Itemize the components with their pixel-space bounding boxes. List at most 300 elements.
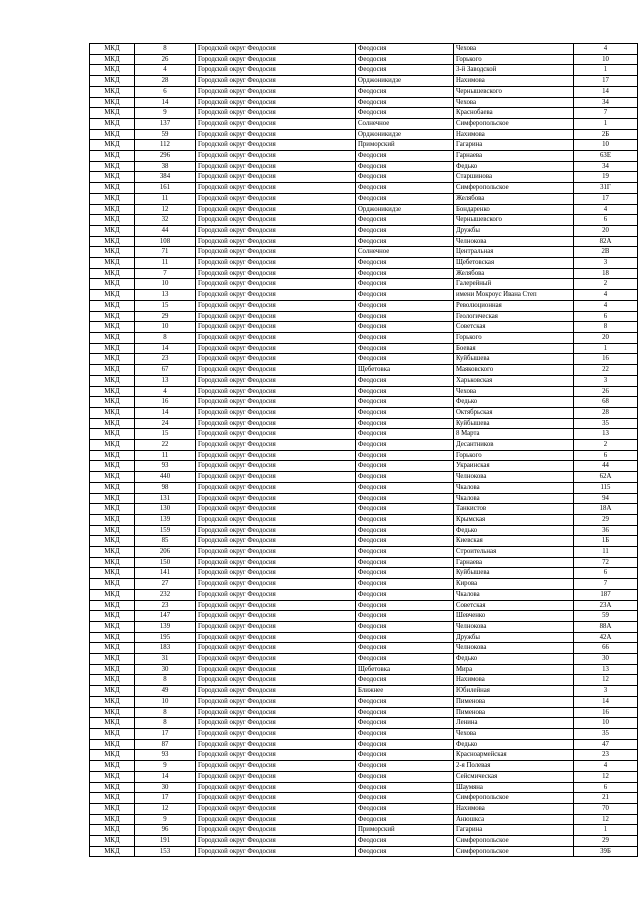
house-cell: 94 (574, 493, 638, 504)
street-cell: Нахимова (454, 675, 574, 686)
type-cell: МКД (90, 675, 135, 686)
district-cell: Городской округ Феодосия (196, 65, 356, 76)
count-cell: 9 (135, 108, 196, 119)
locality-cell: Феодосия (356, 54, 454, 65)
locality-cell: Феодосия (356, 290, 454, 301)
district-cell: Городской округ Феодосия (196, 279, 356, 290)
street-cell: Челнокова (454, 236, 574, 247)
district-cell: Городской округ Феодосия (196, 643, 356, 654)
type-cell: МКД (90, 450, 135, 461)
street-cell: Симферопольское (454, 183, 574, 194)
house-cell: 12 (574, 771, 638, 782)
house-cell: 6 (574, 450, 638, 461)
house-cell: 4 (574, 44, 638, 55)
house-cell: 10 (574, 54, 638, 65)
district-cell: Городской округ Феодосия (196, 568, 356, 579)
locality-cell: Феодосия (356, 771, 454, 782)
locality-cell: Феодосия (356, 654, 454, 665)
district-cell: Городской округ Феодосия (196, 761, 356, 772)
count-cell: 44 (135, 225, 196, 236)
street-cell: Сейсмическая (454, 771, 574, 782)
district-cell: Городской округ Феодосия (196, 97, 356, 108)
type-cell: МКД (90, 279, 135, 290)
house-cell: 29 (574, 514, 638, 525)
count-cell: 9 (135, 814, 196, 825)
district-cell: Городской округ Феодосия (196, 204, 356, 215)
type-cell: МКД (90, 611, 135, 622)
district-cell: Городской округ Феодосия (196, 504, 356, 515)
count-cell: 112 (135, 140, 196, 151)
count-cell: 10 (135, 279, 196, 290)
house-cell: 6 (574, 215, 638, 226)
locality-cell: Феодосия (356, 846, 454, 857)
locality-cell: Приморский (356, 825, 454, 836)
count-cell: 4 (135, 65, 196, 76)
table-row (90, 814, 638, 825)
district-cell: Городской округ Феодосия (196, 621, 356, 632)
house-cell: 12 (574, 814, 638, 825)
locality-cell: Феодосия (356, 525, 454, 536)
street-cell: Крымская (454, 514, 574, 525)
count-cell: 85 (135, 536, 196, 547)
locality-cell: Феодосия (356, 761, 454, 772)
count-cell: 28 (135, 76, 196, 87)
street-cell: Харьковская (454, 375, 574, 386)
count-cell: 147 (135, 611, 196, 622)
locality-cell: Феодосия (356, 311, 454, 322)
type-cell: МКД (90, 151, 135, 162)
house-cell: 3 (574, 686, 638, 697)
house-cell: 31Г (574, 183, 638, 194)
table-row (90, 161, 638, 172)
house-cell: 1 (574, 65, 638, 76)
street-cell: Боевая (454, 343, 574, 354)
house-cell: 4 (574, 761, 638, 772)
table-row (90, 825, 638, 836)
type-cell: МКД (90, 761, 135, 772)
district-cell: Городской округ Феодосия (196, 589, 356, 600)
street-cell: Анюшкса (454, 814, 574, 825)
type-cell: МКД (90, 686, 135, 697)
table-row (90, 514, 638, 525)
table-row (90, 204, 638, 215)
district-cell: Городской округ Феодосия (196, 54, 356, 65)
district-cell: Городской округ Феодосия (196, 750, 356, 761)
district-cell: Городской округ Феодосия (196, 86, 356, 97)
count-cell: 96 (135, 825, 196, 836)
table-row (90, 183, 638, 194)
table-row (90, 846, 638, 857)
table-row (90, 54, 638, 65)
district-cell: Городской округ Феодосия (196, 440, 356, 451)
count-cell: 17 (135, 729, 196, 740)
count-cell: 17 (135, 793, 196, 804)
house-cell: 16 (574, 354, 638, 365)
type-cell: МКД (90, 461, 135, 472)
type-cell: МКД (90, 118, 135, 129)
locality-cell: Феодосия (356, 183, 454, 194)
housing-table (89, 43, 638, 857)
type-cell: МКД (90, 493, 135, 504)
count-cell: 12 (135, 803, 196, 814)
type-cell: МКД (90, 557, 135, 568)
street-cell: Танкистов (454, 504, 574, 515)
street-cell: Центральная (454, 247, 574, 258)
count-cell: 14 (135, 407, 196, 418)
district-cell: Городской округ Феодосия (196, 247, 356, 258)
locality-cell: Феодосия (356, 300, 454, 311)
district-cell: Городской округ Феодосия (196, 290, 356, 301)
locality-cell: Феодосия (356, 279, 454, 290)
house-cell: 88А (574, 621, 638, 632)
district-cell: Городской округ Феодосия (196, 600, 356, 611)
house-cell: 7 (574, 108, 638, 119)
type-cell: МКД (90, 482, 135, 493)
table-row (90, 504, 638, 515)
street-cell: Юбилейная (454, 686, 574, 697)
house-cell: 3 (574, 258, 638, 269)
house-cell: 2Б (574, 129, 638, 140)
street-cell: Маяковского (454, 365, 574, 376)
locality-cell: Феодосия (356, 579, 454, 590)
house-cell: 39Б (574, 846, 638, 857)
street-cell: Симферопольское (454, 846, 574, 857)
count-cell: 24 (135, 418, 196, 429)
house-cell: 22 (574, 365, 638, 376)
count-cell: 6 (135, 86, 196, 97)
street-cell: Гарнаева (454, 151, 574, 162)
locality-cell: Феодосия (356, 354, 454, 365)
house-cell: 10 (574, 140, 638, 151)
count-cell: 11 (135, 450, 196, 461)
type-cell: МКД (90, 472, 135, 483)
locality-cell: Феодосия (356, 803, 454, 814)
district-cell: Городской округ Феодосия (196, 611, 356, 622)
district-cell: Городской округ Феодосия (196, 664, 356, 675)
house-cell: 19 (574, 172, 638, 183)
street-cell: имени Мокроус Ивана Степ (454, 290, 574, 301)
street-cell: Куйбышева (454, 568, 574, 579)
street-cell: Челнокова (454, 472, 574, 483)
count-cell: 15 (135, 429, 196, 440)
house-cell: 63Е (574, 151, 638, 162)
street-cell: Чкалова (454, 493, 574, 504)
house-cell: 4 (574, 300, 638, 311)
type-cell: МКД (90, 397, 135, 408)
count-cell: 12 (135, 204, 196, 215)
count-cell: 159 (135, 525, 196, 536)
table-row (90, 44, 638, 55)
district-cell: Городской округ Феодосия (196, 354, 356, 365)
locality-cell: Феодосия (356, 225, 454, 236)
street-cell: Ленина (454, 718, 574, 729)
street-cell: Десантников (454, 440, 574, 451)
locality-cell: Феодосия (356, 643, 454, 654)
street-cell: Симферопольское (454, 118, 574, 129)
house-cell: 18 (574, 268, 638, 279)
locality-cell: Орджоникидзе (356, 204, 454, 215)
table-row (90, 322, 638, 333)
table-row (90, 279, 638, 290)
count-cell: 93 (135, 750, 196, 761)
street-cell: Геологическая (454, 311, 574, 322)
house-cell: 14 (574, 86, 638, 97)
type-cell: МКД (90, 836, 135, 847)
house-cell: 70 (574, 803, 638, 814)
street-cell: Пименова (454, 707, 574, 718)
district-cell: Городской округ Феодосия (196, 343, 356, 354)
locality-cell: Феодосия (356, 675, 454, 686)
type-cell: МКД (90, 108, 135, 119)
district-cell: Городской округ Феодосия (196, 696, 356, 707)
locality-cell: Феодосия (356, 750, 454, 761)
type-cell: МКД (90, 803, 135, 814)
count-cell: 87 (135, 739, 196, 750)
house-cell: 2 (574, 440, 638, 451)
locality-cell: Феодосия (356, 407, 454, 418)
type-cell: МКД (90, 504, 135, 515)
house-cell: 44 (574, 461, 638, 472)
locality-cell: Феодосия (356, 536, 454, 547)
table-row (90, 247, 638, 258)
table-row (90, 375, 638, 386)
street-cell: Старшинова (454, 172, 574, 183)
type-cell: МКД (90, 183, 135, 194)
table-row (90, 557, 638, 568)
house-cell: 36 (574, 525, 638, 536)
street-cell: Чехова (454, 44, 574, 55)
table-row (90, 611, 638, 622)
street-cell: Галерейный (454, 279, 574, 290)
count-cell: 384 (135, 172, 196, 183)
type-cell: МКД (90, 707, 135, 718)
house-cell: 8 (574, 322, 638, 333)
house-cell: 17 (574, 193, 638, 204)
district-cell: Городской округ Феодосия (196, 793, 356, 804)
locality-cell: Феодосия (356, 215, 454, 226)
type-cell: МКД (90, 365, 135, 376)
district-cell: Городской округ Феодосия (196, 814, 356, 825)
locality-cell: Феодосия (356, 557, 454, 568)
district-cell: Городской округ Феодосия (196, 771, 356, 782)
table-row (90, 258, 638, 269)
street-cell: Федько (454, 161, 574, 172)
street-cell: Чехова (454, 386, 574, 397)
street-cell: Симферопольское (454, 793, 574, 804)
type-cell: МКД (90, 129, 135, 140)
locality-cell: Феодосия (356, 268, 454, 279)
type-cell: МКД (90, 225, 135, 236)
type-cell: МКД (90, 418, 135, 429)
locality-cell: Феодосия (356, 568, 454, 579)
district-cell: Городской округ Феодосия (196, 375, 356, 386)
table-row (90, 129, 638, 140)
house-cell: 3 (574, 375, 638, 386)
type-cell: МКД (90, 268, 135, 279)
house-cell: 47 (574, 739, 638, 750)
street-cell: Строительная (454, 547, 574, 558)
table-row (90, 450, 638, 461)
house-cell: 42А (574, 632, 638, 643)
type-cell: МКД (90, 247, 135, 258)
table-row (90, 268, 638, 279)
locality-cell: Феодосия (356, 814, 454, 825)
table-row (90, 525, 638, 536)
locality-cell: Феодосия (356, 97, 454, 108)
type-cell: МКД (90, 44, 135, 55)
locality-cell: Феодосия (356, 493, 454, 504)
street-cell: Революционная (454, 300, 574, 311)
count-cell: 23 (135, 600, 196, 611)
locality-cell: Феодосия (356, 589, 454, 600)
house-cell: 1 (574, 825, 638, 836)
district-cell: Городской округ Феодосия (196, 225, 356, 236)
house-cell: 12 (574, 675, 638, 686)
district-cell: Городской округ Феодосия (196, 332, 356, 343)
table-row (90, 365, 638, 376)
count-cell: 161 (135, 183, 196, 194)
count-cell: 440 (135, 472, 196, 483)
type-cell: МКД (90, 343, 135, 354)
locality-cell: Феодосия (356, 621, 454, 632)
district-cell: Городской округ Феодосия (196, 215, 356, 226)
street-cell: Гагарина (454, 825, 574, 836)
locality-cell: Феодосия (356, 836, 454, 847)
table-body (90, 44, 638, 857)
table-row (90, 686, 638, 697)
table-row (90, 664, 638, 675)
district-cell: Городской округ Феодосия (196, 547, 356, 558)
count-cell: 31 (135, 654, 196, 665)
street-cell: Челнокова (454, 643, 574, 654)
count-cell: 191 (135, 836, 196, 847)
house-cell: 13 (574, 664, 638, 675)
type-cell: МКД (90, 739, 135, 750)
house-cell: 4 (574, 290, 638, 301)
type-cell: МКД (90, 375, 135, 386)
district-cell: Городской округ Феодосия (196, 729, 356, 740)
locality-cell: Феодосия (356, 611, 454, 622)
type-cell: МКД (90, 600, 135, 611)
table-row (90, 803, 638, 814)
table-row (90, 493, 638, 504)
street-cell: Шаумяна (454, 782, 574, 793)
district-cell: Городской округ Феодосия (196, 129, 356, 140)
table-row (90, 418, 638, 429)
street-cell: Чехова (454, 97, 574, 108)
district-cell: Городской округ Феодосия (196, 386, 356, 397)
locality-cell: Феодосия (356, 472, 454, 483)
district-cell: Городской округ Феодосия (196, 450, 356, 461)
count-cell: 8 (135, 675, 196, 686)
locality-cell: Феодосия (356, 65, 454, 76)
street-cell: Федько (454, 739, 574, 750)
locality-cell: Орджоникидзе (356, 129, 454, 140)
district-cell: Городской округ Феодосия (196, 718, 356, 729)
street-cell: Украинская (454, 461, 574, 472)
count-cell: 98 (135, 482, 196, 493)
locality-cell: Феодосия (356, 397, 454, 408)
locality-cell: Щебетовка (356, 365, 454, 376)
count-cell: 13 (135, 290, 196, 301)
district-cell: Городской округ Феодосия (196, 236, 356, 247)
house-cell: 4 (574, 204, 638, 215)
type-cell: МКД (90, 793, 135, 804)
type-cell: МКД (90, 354, 135, 365)
table-row (90, 836, 638, 847)
count-cell: 4 (135, 386, 196, 397)
count-cell: 14 (135, 97, 196, 108)
type-cell: МКД (90, 76, 135, 87)
type-cell: МКД (90, 440, 135, 451)
street-cell: Нахимова (454, 803, 574, 814)
district-cell: Городской округ Феодосия (196, 172, 356, 183)
street-cell: Красноармейская (454, 750, 574, 761)
locality-cell: Феодосия (356, 86, 454, 97)
house-cell: 72 (574, 557, 638, 568)
house-cell: 13 (574, 429, 638, 440)
type-cell: МКД (90, 750, 135, 761)
table-row (90, 215, 638, 226)
district-cell: Городской округ Феодосия (196, 707, 356, 718)
district-cell: Городской округ Феодосия (196, 193, 356, 204)
type-cell: МКД (90, 322, 135, 333)
type-cell: МКД (90, 215, 135, 226)
district-cell: Городской округ Феодосия (196, 632, 356, 643)
street-cell: Кирова (454, 579, 574, 590)
type-cell: МКД (90, 332, 135, 343)
count-cell: 67 (135, 365, 196, 376)
type-cell: МКД (90, 643, 135, 654)
locality-cell: Феодосия (356, 739, 454, 750)
street-cell: Горького (454, 54, 574, 65)
locality-cell: Феодосия (356, 450, 454, 461)
table-row (90, 621, 638, 632)
type-cell: МКД (90, 204, 135, 215)
district-cell: Городской округ Феодосия (196, 418, 356, 429)
street-cell: Бондаренко (454, 204, 574, 215)
district-cell: Городской округ Феодосия (196, 825, 356, 836)
locality-cell: Феодосия (356, 172, 454, 183)
type-cell: МКД (90, 632, 135, 643)
type-cell: МКД (90, 718, 135, 729)
house-cell: 14 (574, 696, 638, 707)
house-cell: 11 (574, 547, 638, 558)
house-cell: 187 (574, 589, 638, 600)
table-row (90, 290, 638, 301)
house-cell: 21 (574, 793, 638, 804)
table-row (90, 782, 638, 793)
count-cell: 13 (135, 375, 196, 386)
street-cell: Краснобаева (454, 108, 574, 119)
house-cell: 29 (574, 836, 638, 847)
type-cell: МКД (90, 172, 135, 183)
house-cell: 2 (574, 279, 638, 290)
type-cell: МКД (90, 547, 135, 558)
count-cell: 10 (135, 696, 196, 707)
type-cell: МКД (90, 65, 135, 76)
type-cell: МКД (90, 782, 135, 793)
house-cell: 66 (574, 643, 638, 654)
district-cell: Городской округ Феодосия (196, 183, 356, 194)
type-cell: МКД (90, 193, 135, 204)
locality-cell: Феодосия (356, 482, 454, 493)
count-cell: 150 (135, 557, 196, 568)
locality-cell: Орджоникидзе (356, 76, 454, 87)
street-cell: Советская (454, 600, 574, 611)
count-cell: 131 (135, 493, 196, 504)
street-cell: Желябова (454, 268, 574, 279)
